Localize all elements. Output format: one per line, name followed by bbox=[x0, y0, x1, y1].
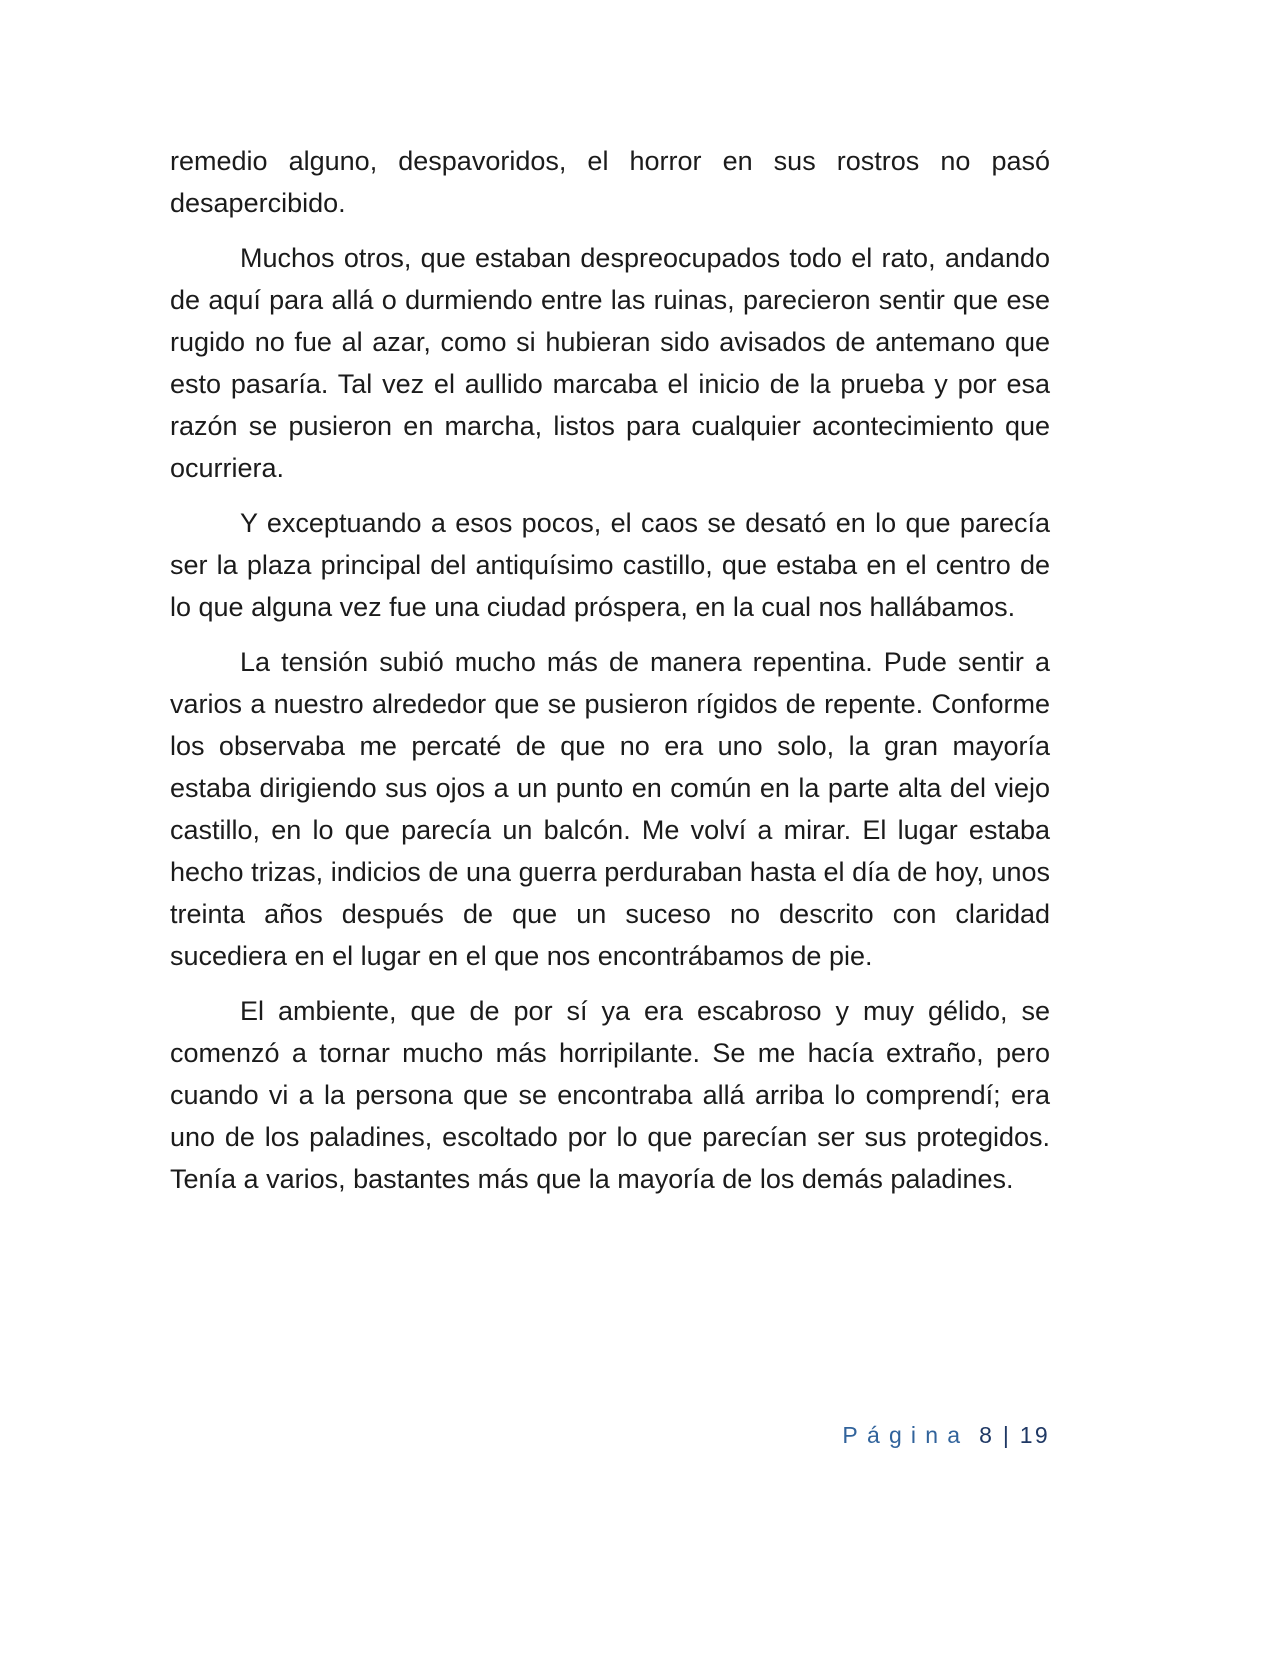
paragraph: La tensión subió mucho más de manera repentina. Pude sentir a varios a nuestro alrededor que se pusieron rígidos de repente. Conforme los observaba me percaté de que no era uno solo, la gran mayoría estaba dirigiendo sus ojos a un punto en común en la parte alta del viejo castillo, en lo que parecía un balcón. Me volví a mirar. El lugar estaba hecho trizas, indicios de una guerra perduraban hasta el día de hoy, unos treinta años después de que un suceso no descrito con claridad sucediera en el lugar en el que nos encontrábamos de pie. bbox=[170, 647, 1050, 971]
paragraph: El ambiente, que de por sí ya era escabroso y muy gélido, se comenzó a tornar mucho más horripilante. Se me hacía extraño, pero cuando vi a la persona que se encontraba allá arriba lo comprendí; era uno de los paladines, escoltado por lo que parecían ser sus protegidos. Tenía a varios, bastantes más que la mayoría de los demás paladines. bbox=[170, 996, 1050, 1194]
footer-page-number: 8 | 19 bbox=[979, 1422, 1050, 1448]
paragraph: Y exceptuando a esos pocos, el caos se desató en lo que parecía ser la plaza principal del antiquísimo castillo, que estaba en el centro de lo que alguna vez fue una ciudad próspera, en la cual nos hallábamos. bbox=[170, 508, 1050, 622]
page-content bbox=[170, 140, 1050, 1213]
footer-page-label: Página bbox=[842, 1422, 970, 1448]
paragraph: remedio alguno, despavoridos, el horror en sus rostros no pasó desapercibido. bbox=[170, 146, 1050, 218]
paragraph: Muchos otros, que estaban despreocupados todo el rato, andando de aquí para allá o durmiendo entre las ruinas, parecieron sentir que ese rugido no fue al azar, como si hubieran sido avisados de antemano que esto pasaría. Tal vez el aullido marcaba el inicio de la prueba y por esa razón se pusieron en marcha, listos para cualquier acontecimiento que ocurriera. bbox=[170, 243, 1050, 483]
page-footer bbox=[170, 1420, 1050, 1450]
